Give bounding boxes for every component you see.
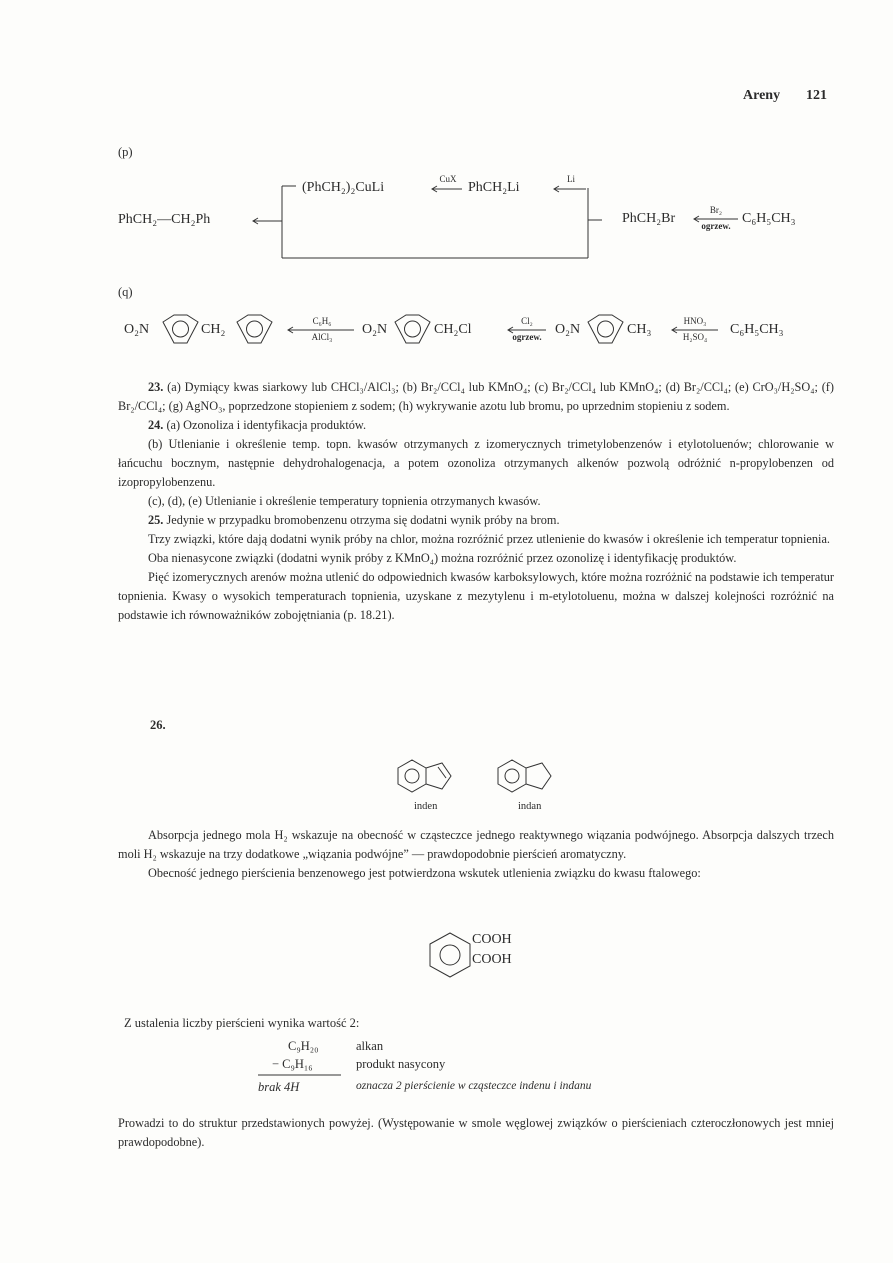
- rings-intro: Z ustalenia liczby pierścieni wynika wartość 2:: [124, 1016, 360, 1030]
- answer-23: 23. (a) Dymiący kwas siarkowy lub CHCl₃/AlCl₃; (b) Br₂/CCl₄ lub KMnO₄; (c) Br₂/CCl₄ lub KMnO₄; (d) Br₂/CCl₄; (e) CrO₃/H₂SO₄; (f) Br₂/CCl₄; (g) AgNO₃, poprzedzone stopieniem z sodem; (h) wykrywanie azotu lub bromu, po uprzednim stopieniu z sodem.: [118, 380, 834, 413]
- conclusion-block: [118, 1114, 834, 1152]
- inden-caption: inden: [414, 801, 438, 812]
- p-li-label: Li: [567, 174, 575, 184]
- p-benzyllithium: PhCH₂Li: [468, 180, 520, 195]
- answer-25-4: Pięć izomerycznych arenów można utlenić do odpowiednich kwasów karboksylowych, które można rozróżnić na podstawie ich temperatur topnienia. Kwasy o wysokich temperaturach topnienia, uzyskane z mezytylenu i m-etylotoluenu, można w dalszej kolejności rozróżnić na podstawie ich równoważników zobojętniania (p. 18.21).: [118, 570, 834, 622]
- q-ring-1: [163, 315, 198, 343]
- q-o2n-2: O₂N: [362, 322, 388, 337]
- answers-block: [118, 378, 834, 625]
- q-ch3: CH₃: [627, 322, 652, 337]
- row1-desc: alkan: [356, 1039, 384, 1053]
- p-toluene: C₆H₅CH₃: [742, 211, 796, 226]
- q-alcl3-label: AlCl₃: [311, 332, 333, 342]
- q-toluene: C₆H₅CH₃: [730, 322, 784, 337]
- q-ch2cl: CH₂Cl: [434, 322, 472, 337]
- q-ring-2: [237, 315, 272, 343]
- phthalic-acid-structure: [430, 933, 470, 977]
- running-header-title: Areny: [743, 88, 781, 103]
- p-cux-label: CuX: [439, 174, 457, 184]
- q-c6h6-label: C₆H₆: [312, 316, 332, 326]
- answer-25-1-text: Jedynie w przypadku bromobenzenu otrzyma się dodatni wynik próby na brom.: [166, 513, 560, 527]
- q-ring-4: [588, 315, 623, 343]
- answer-24a-text: (a) Ozonoliza i identyfikacja produktów.: [166, 418, 367, 432]
- answer-23-text: (a) Dymiący kwas siarkowy lub CHCl₃/AlCl₃; (b) Br₂/CCl₄ lub KMnO₄; (c) Br₂/CCl₄ lub KMnO₄; (d) Br₂/CCl₄; (e) CrO₃/H₂SO₄; (f) Br₂/CCl₄; (g) AgNO₃, poprzedzone stopieniem z sodem; (h) wykrywanie azotu lub bromu, po uprzednim stopieniu z sodem.: [118, 380, 834, 413]
- q-ch2-bridge: CH₂: [201, 322, 226, 337]
- inden-structure: [398, 760, 451, 792]
- answer-25-1: 25. Jedynie w przypadku bromobenzenu otrzyma się dodatni wynik próby na brom.: [148, 513, 560, 527]
- row1-formula: C₉H₂₀: [288, 1039, 319, 1053]
- p-cuprate: (PhCH₂)₂CuLi: [302, 180, 385, 195]
- answer-24c: (c), (d), (e) Utlenianie i określenie temperatury topnienia otrzymanych kwasów.: [148, 494, 541, 508]
- q-o2n-3: O₂N: [555, 322, 581, 337]
- indan-structure: [498, 760, 551, 792]
- answer-26-para2: Obecność jednego pierścienia benzenowego jest potwierdzona wskutek utlenienia związku do kwasu ftalowego:: [148, 866, 701, 880]
- answer-25-3: Oba nienasycone związki (dodatni wynik próby z KMnO₄) można rozróżnić przez ozonolizę i identyfikację produktów.: [148, 551, 737, 565]
- row3-formula: brak 4H: [258, 1080, 300, 1094]
- q-ogrzew-label: ogrzew.: [512, 332, 542, 342]
- row2-formula: − C₉H₁₆: [272, 1057, 313, 1071]
- answer-24b: (b) Utlenianie i określenie temp. topn. kwasów otrzymanych z izomerycznych trimetylobenzenów i etylotoluenów; chlorowanie w łańcuchu bocznym, następnie dehydrohalogenacja, a potem ozonoliza otrzymanych alkenów pozwolą odróżnić n-propylobenzen od izopropylobenzenu.: [118, 437, 834, 489]
- q-cl2-label: Cl₂: [521, 316, 533, 326]
- section-p-label: (p): [118, 145, 133, 159]
- conclusion: Prowadzi to do struktur przedstawionych powyżej. (Występowanie w smole węglowej związków o pierścieniach czteroczłonowych jest mniej prawdopodobne).: [118, 1116, 834, 1149]
- page-number: 121: [806, 88, 827, 103]
- cooh-bottom: COOH: [472, 952, 512, 967]
- p-benzylbromide: PhCH₂Br: [622, 211, 676, 226]
- indan-caption: indan: [518, 801, 542, 812]
- cooh-top: COOH: [472, 932, 512, 947]
- q-hno3-label: HNO₃: [683, 316, 707, 326]
- p-br2-label: Br₂: [709, 205, 723, 215]
- p-ogrzew-label: ogrzew.: [701, 221, 731, 231]
- q-o2n-1: O₂N: [124, 322, 150, 337]
- p-bibenzyl: PhCH₂—CH₂Ph: [118, 212, 211, 227]
- answer-26-paragraphs: [118, 826, 834, 883]
- answer-25-2: Trzy związki, które dają dodatni wynik próby na chlor, można rozróżnić przez utlenienie do kwasów i określenie ich temperatur topnienia.: [148, 532, 830, 546]
- answer-24a: 24. (a) Ozonoliza i identyfikacja produktów.: [148, 418, 367, 432]
- q-ring-3: [395, 315, 430, 343]
- answer-26-number: 26.: [150, 718, 166, 732]
- answer-26-para1: Absorpcja jednego mola H₂ wskazuje na obecność w cząsteczce jednego reaktywnego wiązania podwójnego. Absorpcja dalszych trzech moli H₂ wskazuje na trzy dodatkowe „wiązania podwójne” — prawdopodobnie pierścień aromatyczny.: [118, 828, 834, 861]
- row3-desc: oznacza 2 pierścienie w cząsteczce indenu i indanu: [356, 1080, 592, 1092]
- row2-desc: produkt nasycony: [356, 1057, 446, 1071]
- section-q-label: (q): [118, 285, 133, 299]
- q-h2so4-label: H₂SO₄: [682, 332, 708, 342]
